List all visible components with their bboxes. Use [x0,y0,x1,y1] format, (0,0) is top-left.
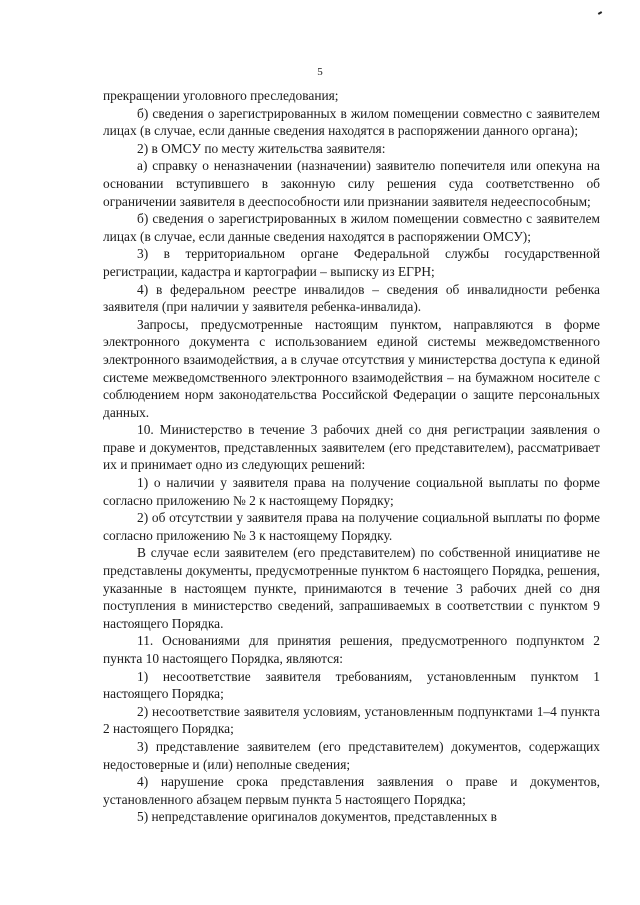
paragraph: 1) о наличии у заявителя права на получение социальной выплаты по форме согласно приложению № 2 к настоящему Порядку; [103,475,600,508]
paragraph: б) сведения о зарегистрированных в жилом помещении совместно с заявителем лицах (в случае, если данные сведения находятся в распоряжении ОМСУ); [103,211,600,244]
paragraph: б) сведения о зарегистрированных в жилом помещении совместно с заявителем лицах (в случае, если данные сведения находятся в распоряжении данного органа); [103,105,600,139]
paragraph: В случае если заявителем (его представителем) по собственной инициативе не представлены документы, предусмотренные пунктом 6 настоящего Порядка, решения, указанные в настоящем пункте, принимаются в течение 3 рабочих дней со дня поступления в министерство сведений, запрашиваемых в соответствии с пунктом 9 настоящего Порядка. [103,545,600,631]
paragraph: 2) в ОМСУ по месту жительства заявителя: [137,140,386,156]
paragraph: 4) нарушение срока представления заявления о праве и документов, установленного абзацем первым пункта 5 настоящего Порядка; [103,774,600,807]
paragraph: 11. Основаниями для принятия решения, предусмотренного подпунктом 2 пункта 10 настоящего Порядка, являются: [103,633,600,666]
page-number: 5 [317,66,323,78]
paragraph: 4) в федеральном реестре инвалидов – сведения об инвалидности ребенка заявителя (при наличии у заявителя ребенка-инвалида). [103,281,600,315]
paragraph: 2) об отсутствии у заявителя права на получение социальной выплаты по форме согласно приложению № 3 к настоящему Порядку. [103,510,600,543]
paragraph: а) справку о неназначении (назначении) заявителю попечителя или опекуна на основании вступившего в законную силу решения суда соответственно об ограничении заявителя в дееспособности или признании заявителя недееспособным; [103,158,600,209]
paragraph: 1) несоответствие заявителя требованиям, установленным пунктом 1 настоящего Порядка; [103,668,600,702]
paragraph: 3) в территориальном органе Федеральной службы государственной регистрации, кадастра и картографии – выписку из ЕГРН; [103,246,600,279]
paragraph: 10. Министерство в течение 3 рабочих дней со дня регистрации заявления о праве и документов, представленных заявителем (его представителем), рассматривает их и принимает одно из следующих решений: [103,422,600,473]
paragraph: 3) представление заявителем (его представителем) документов, содержащих недостоверные и (или) неполные сведения; [103,738,600,772]
paragraph: 2) несоответствие заявителя условиям, установленным подпунктами 1–4 пункта 2 настоящего Порядка; [103,703,600,737]
paragraph: прекращении уголовного преследования; [103,88,339,103]
document-body [103,87,600,826]
scan-mark [598,11,602,15]
paragraph: Запросы, предусмотренные настоящим пунктом, направляются в форме электронного документа с использованием единой системы межведомственного электронного взаимодействия, а в случае отсутствия у министерства доступа к единой системе межведомственного электронного взаимодействия – на бумажном носителе с соблюдением норм законодательства Российской Федерации о защите персональных данных. [103,316,600,420]
paragraph: 5) непредставление оригиналов документов, представленных в [137,809,497,825]
